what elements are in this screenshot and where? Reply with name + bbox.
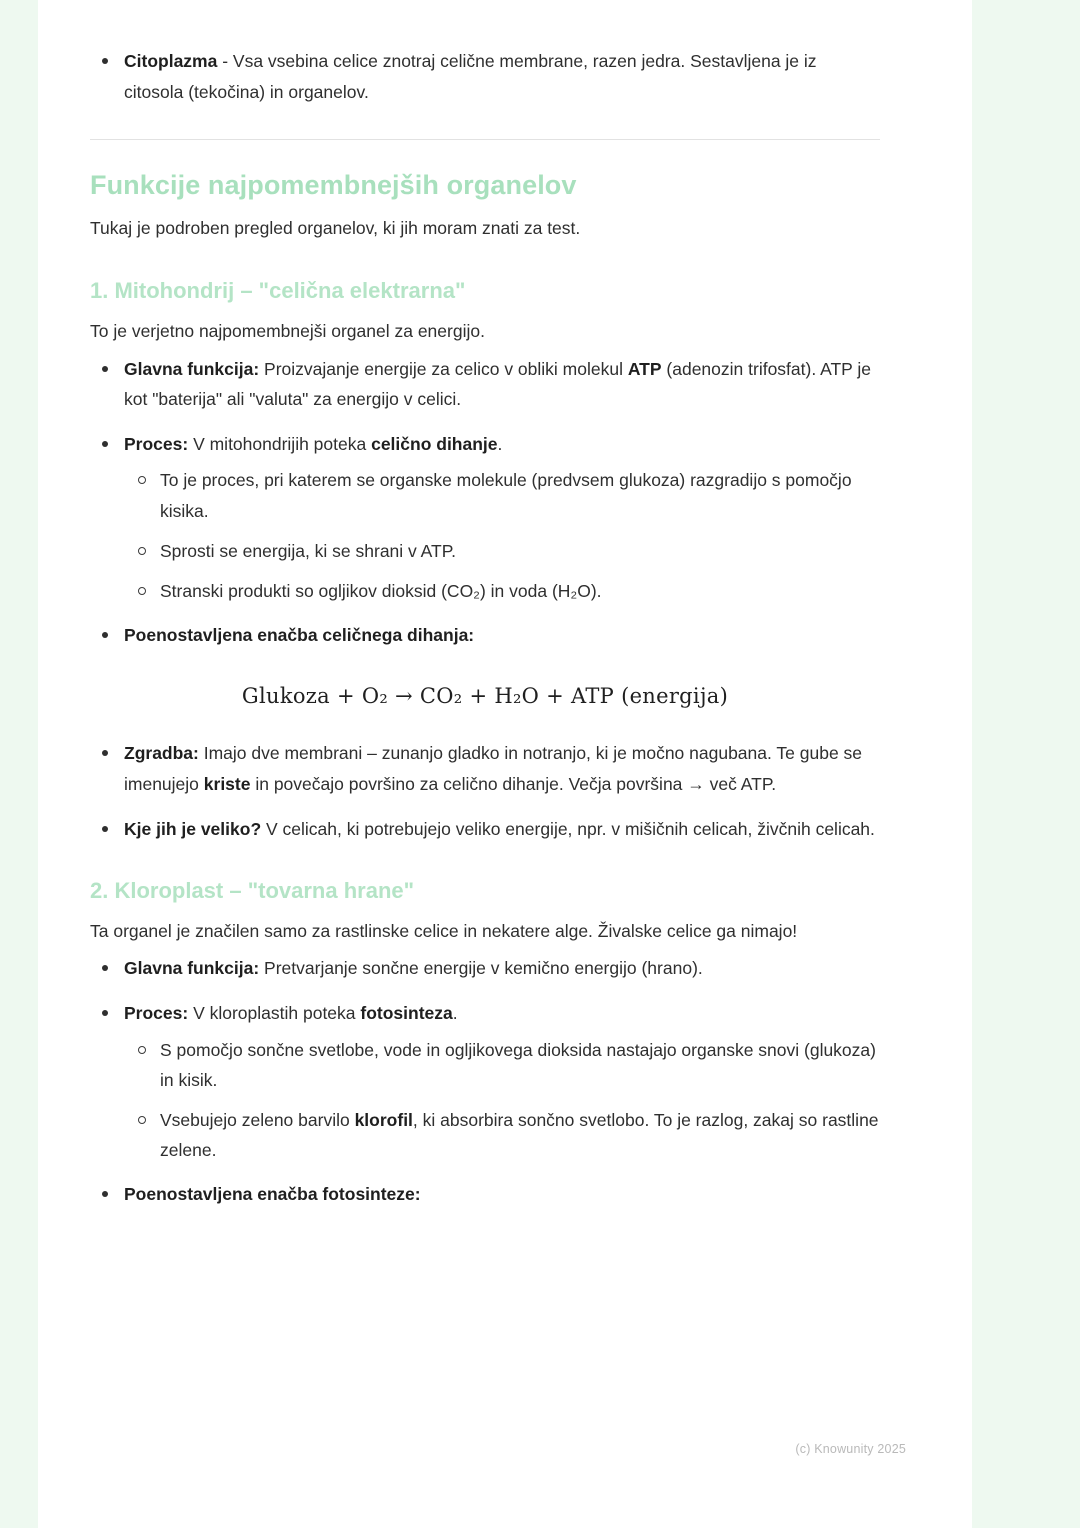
page-right-gutter xyxy=(972,0,1080,1528)
kloroplast-process-text-2: . xyxy=(452,1003,458,1024)
mitohondrij-structure-text-1: Imajo dve membrani – zunanjo gladko in notranjo, ki je močno nagubana. Te gube se imenujejo xyxy=(124,743,863,795)
page-left-gutter xyxy=(0,0,38,1528)
section-intro: Tukaj je podroben pregled organelov, ki jih moram znati za test. xyxy=(90,218,581,239)
kloroplast-sub-post: , ki absorbira sončno svetlobo. To je razlog, zakaj so rastline zelene. xyxy=(160,1109,879,1160)
label-glavna-funkcija-kloroplast: Glavna funkcija: xyxy=(124,958,260,979)
kloroplast-sub-list xyxy=(124,1035,880,1165)
term-fotosinteza: fotosinteza xyxy=(360,1003,453,1024)
term-atp: ATP xyxy=(627,358,662,379)
page-title: Funkcije najpomembnejših organelov xyxy=(90,170,577,201)
mitohondrij-process-text-1: V mitohondrijih poteka xyxy=(188,433,372,454)
list-item xyxy=(90,46,880,107)
term-kriste: kriste xyxy=(203,774,251,795)
label-zgradba: Zgradba: xyxy=(124,743,199,764)
list-item xyxy=(90,738,880,799)
term-citoplazma: Citoplazma xyxy=(124,51,218,71)
list-item xyxy=(124,1105,880,1165)
equation-cellular-respiration: Glukoza + O₂ → CO₂ + H₂O + ATP (energija) xyxy=(241,684,729,709)
watermark: (c) Knowunity 2025 xyxy=(795,1442,906,1456)
intro-bullet-list xyxy=(90,46,880,107)
kloroplast-process-text-1: V kloroplastih poteka xyxy=(188,1003,361,1024)
list-item xyxy=(90,953,880,984)
mitohondrij-where-text: V celicah, ki potrebujejo veliko energije, npr. v mišičnih celicah, živčnih celicah. xyxy=(261,818,875,839)
list-item xyxy=(90,998,880,1165)
kloroplast-function-text: Pretvarjanje sončne energije v kemično energijo (hrano). xyxy=(259,958,703,979)
label-enacba-dihanja: Poenostavljena enačba celičnega dihanja: xyxy=(124,624,475,645)
list-item xyxy=(90,429,880,606)
list-item: Sprosti se energija, ki se shrani v ATP. xyxy=(124,536,880,566)
term-klorofil: klorofil xyxy=(354,1109,413,1130)
label-kje-jih-je-veliko: Kje jih je veliko? xyxy=(124,818,262,839)
mitohondrij-function-text-2: (adenozin trifosfat). ATP je kot "baterija" ali "valuta" za energijo v celici. xyxy=(124,358,871,410)
heading-mitohondrij: 1. Mitohondrij – "celična elektrarna" xyxy=(90,278,466,304)
list-item xyxy=(90,620,880,651)
mitohondrij-intro: To je verjetno najpomembnejši organel za energijo. xyxy=(90,321,485,342)
list-item xyxy=(90,1179,880,1210)
mitohondrij-bullet-list-2 xyxy=(90,738,880,844)
label-enacba-fotosinteze: Poenostavljena enačba fotosinteze: xyxy=(124,1184,421,1205)
mitohondrij-function-text-1: Proizvajanje energije za celico v obliki molekul xyxy=(259,358,628,379)
label-proces: Proces: xyxy=(124,433,189,454)
mitohondrij-structure-text-2: in povečajo površino za celično dihanje. Večja površina → več ATP. xyxy=(250,774,777,795)
divider xyxy=(90,139,880,140)
heading-kloroplast: 2. Kloroplast – "tovarna hrane" xyxy=(90,878,415,904)
list-item: To je proces, pri katerem se organske molekule (predvsem glukoza) razgradijo s pomočjo kisika. xyxy=(124,465,880,525)
document-content xyxy=(90,40,880,1224)
list-item xyxy=(90,354,880,415)
kloroplast-intro: Ta organel je značilen samo za rastlinske celice in nekatere alge. Živalske celice ga nimajo! xyxy=(90,921,798,942)
kloroplast-sub-pre: Vsebujejo zeleno barvilo xyxy=(160,1109,355,1130)
mitohondrij-bullet-list xyxy=(90,354,880,651)
list-item: Stranski produkti so ogljikov dioksid (CO₂) in voda (H₂O). xyxy=(124,576,880,606)
label-glavna-funkcija: Glavna funkcija: xyxy=(124,358,260,379)
list-item xyxy=(90,814,880,845)
kloroplast-bullet-list xyxy=(90,953,880,1209)
list-item: S pomočjo sončne svetlobe, vode in ogljikovega dioksida nastajajo organske snovi (glukoza) in kisik. xyxy=(124,1035,880,1095)
label-proces-kloroplast: Proces: xyxy=(124,1003,189,1024)
mitohondrij-sub-list xyxy=(124,465,880,605)
page-sheet xyxy=(38,0,972,1528)
intro-bullet-text: - Vsa vsebina celice znotraj celične membrane, razen jedra. Sestavljena je iz citosola (tekočina) in organelov. xyxy=(124,51,817,102)
term-celicno-dihanje: celično dihanje xyxy=(371,433,498,454)
mitohondrij-process-text-2: . xyxy=(497,433,503,454)
